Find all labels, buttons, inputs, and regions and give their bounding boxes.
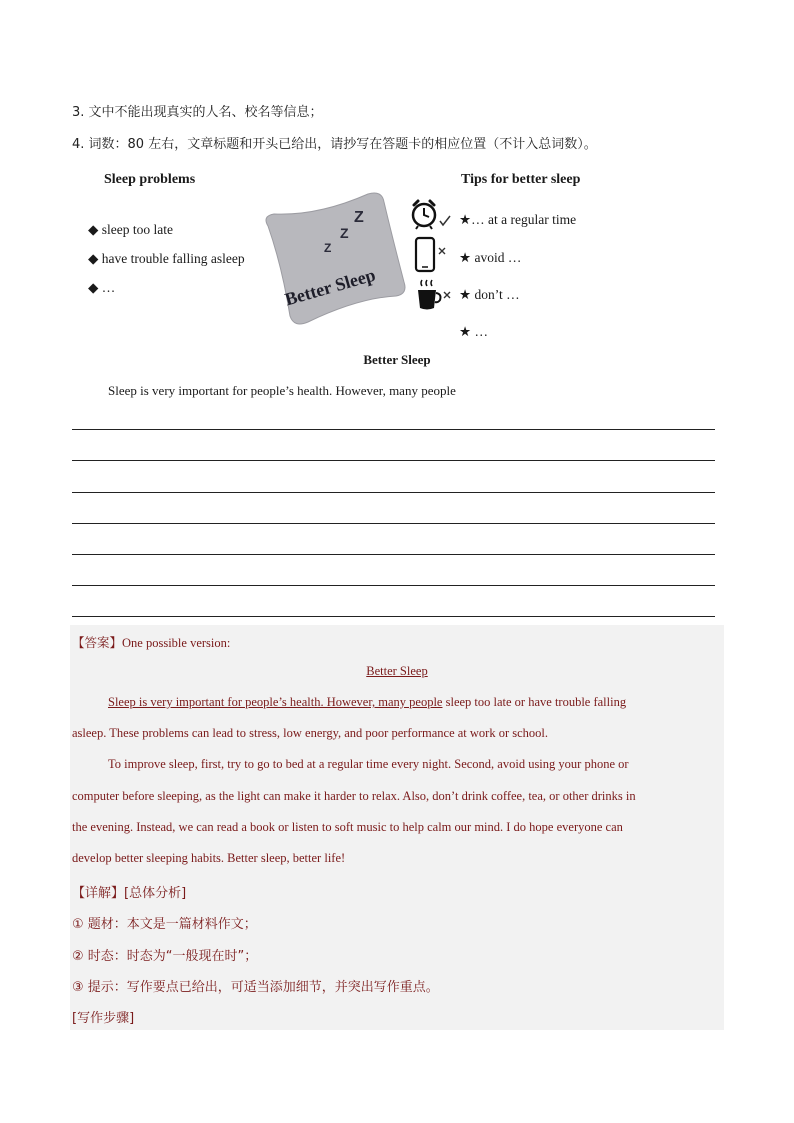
explanation-point: ② 时态：时态为“一般现在时”； (72, 949, 258, 964)
figure-caption: Better Sleep (363, 352, 431, 367)
problem-item: ◆ have trouble falling asleep (88, 251, 245, 266)
answer-p1-line1 (108, 695, 626, 710)
answer-opening-underlined: Sleep is very important for people’s health. However, many people (108, 695, 443, 709)
problems-title: Sleep problems (104, 172, 196, 187)
answer-heading (72, 633, 230, 651)
writing-line (72, 429, 715, 430)
answer-p1-line2: asleep. These problems can lead to stress, low energy, and poor performance at work or school. (72, 726, 549, 740)
sleep-z: Z (340, 225, 349, 241)
alarm-clock-check-icon (408, 197, 452, 231)
answer-p2-line1: To improve sleep, first, try to go to bed at a regular time every night. Second, avoid using your phone or (108, 757, 629, 771)
sleep-z: Z (324, 241, 332, 255)
tip-item: ★… at a regular time (459, 212, 577, 227)
writing-line (72, 492, 715, 493)
coffee-cup-cross-icon (412, 278, 456, 312)
explanation-subheading: [总体分析] (124, 886, 187, 901)
answer-p2-line3: the evening. Instead, we can read a book or listen to soft music to help calm our mind. I do hope everyone can (72, 820, 623, 834)
writing-line (72, 616, 715, 617)
tip-item: ★ don’t … (459, 287, 520, 302)
writing-line (72, 523, 715, 524)
explanation-label: 【详解】 (72, 886, 125, 901)
sleep-z: Z (354, 209, 364, 226)
explanation-heading (72, 882, 186, 901)
phone-cross-icon (413, 236, 451, 274)
requirement-4: 4. 词数：80 左右，文章标题和开头已给出，请抄写在答题卡的相应位置（不计入总词数）。 (72, 137, 597, 152)
writing-line (72, 554, 715, 555)
tip-item: ★ avoid … (459, 250, 522, 265)
writing-steps-heading: [写作步骤] (72, 1011, 135, 1026)
answer-section (70, 625, 724, 1030)
pillow-illustration (258, 186, 408, 330)
writing-line (72, 460, 715, 461)
answer-label: 【答案】 (72, 635, 123, 650)
answer-p2-line2: computer before sleeping, as the light can make it harder to relax. Also, don’t drink coffee, tea, or other drinks in (72, 789, 636, 803)
tip-item: ★ … (459, 324, 488, 339)
answer-p2-line4: develop better sleeping habits. Better sleep, better life! (72, 851, 346, 865)
requirement-3: 3. 文中不能出现真实的人名、校名等信息； (72, 105, 323, 120)
answer-intro: One possible version: (122, 636, 231, 650)
explanation-point: ① 题材：本文是一篇材料作文； (72, 917, 257, 932)
problem-item: ◆ … (88, 280, 116, 295)
essay-opening: Sleep is very important for people’s health. However, many people (108, 383, 456, 398)
explanation-point: ③ 提示：写作要点已给出，可适当添加细节，并突出写作重点。 (72, 980, 439, 995)
writing-line (72, 585, 715, 586)
answer-p1-rest: sleep too late or have trouble falling (442, 695, 627, 709)
answer-title: Better Sleep (366, 664, 428, 678)
tips-title: Tips for better sleep (461, 172, 581, 187)
pillow-text: Better Sleep (282, 264, 378, 310)
problem-item: ◆ sleep too late (88, 222, 173, 237)
